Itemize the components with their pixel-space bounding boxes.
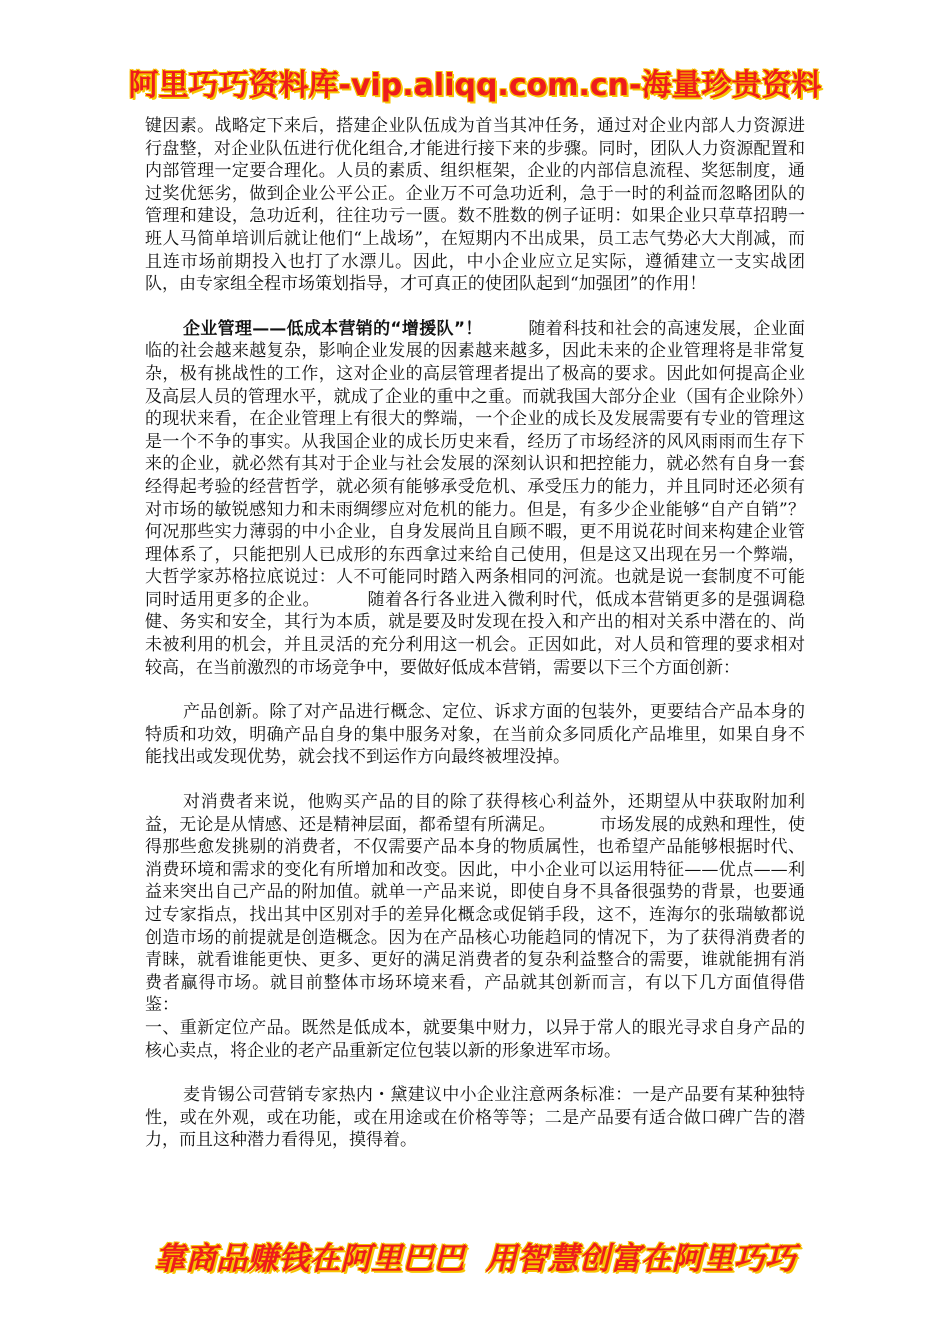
paragraph-team-building: 键因素。战略定下来后，搭建企业队伍成为首当其冲任务，通过对企业内部人力资源进行盘整，对企业队伍进行优化组合,才能进行接下来的步骤。同时，团队人力资源配置和内部管理一定要合理化。人员的素质、组织框架，企业的内部信息流程、奖惩制度，通过奖优惩劣，做到企业公平公正。企业万不可急功近利，急于一时的利益而忽略团队的管理和建设，急功近利，往往功亏一匮。数不胜数的例子证明：如果企业只草草招聘一班人马简单培训后就让他们“上战场”，在短期内不出成果，员工志气势必大大削减，而且连市场前期投入也打了水漂儿。因此，中小企业应立足实际，遵循建立一支实战团队，由专家组全程市场策划指导，才可真正的使团队起到“加强团”的作用！ bbox=[145, 116, 805, 295]
paragraph-management bbox=[145, 318, 805, 680]
paragraph-product-innovation: 产品创新。除了对产品进行概念、定位、诉求方面的包装外，更要结合产品本身的特质和功效，明确产品自身的集中服务对象，在当前众多同质化产品堆里，如果自身不能找出或发现优势，就会找不到运作方向最终被埋没掉。 bbox=[145, 702, 805, 768]
footer-banner: 靠商品赚钱在阿里巴巴 用智慧创富在阿里巧巧 bbox=[154, 1241, 796, 1277]
section-heading: 企业管理——低成本营销的“增援队”！ bbox=[183, 318, 483, 339]
document-body bbox=[145, 115, 805, 1152]
paragraph-management-body: 随着科技和社会的高速发展，企业面临的社会越来越复杂，影响企业发展的因素越来越多，因此未来的企业管理将是非常复杂，极有挑战性的工作，这对企业的高层管理者提出了极高的要求。因此如何提高企业及高层人员的管理水平，就成了企业的重中之重。而就我国大部分企业（国有企业除外）的现状来看，在企业管理上有很大的弊端，一个企业的成长及发展需要有专业的管理这是一个不争的事实。从我国企业的成长历史来看，经历了市场经济的风风雨雨而生存下来的企业，就必然有其对于企业与社会发展的深刻认识和把控能力，就必然有自身一套经得起考验的经营哲学，就必须有能够承受危机、承受压力的能力，并且同时还必须有对市场的敏锐感知力和未雨绸缪应对危机的能力。但是，有多少企业能够“自产自销”？何况那些实力薄弱的中小企业，自身发展尚且自顾不暇，更不用说花时间来构建企业管理体系了，只能把别人已成形的东西拿过来给自己使用，但是这又出现在另一个弊端，大哲学家苏格拉底说过：人不可能同时踏入两条相同的河流。也就是说一套制度不可能同时适用更多的企业。 随着各行各业进入微利时代，低成本营销更多的是强调稳健、务实和安全，其行为本质，就是要及时发现在投入和产出的相对关系中潜在的、尚未被利用的机会，并且灵活的充分利用这一机会。正因如此，对人员和管理的要求相对较高，在当前激烈的市场竞争中，要做好低成本营销，需要以下三个方面创新： bbox=[145, 318, 805, 678]
header-banner: 阿里巧巧资料库-vip.aliqq.com.cn-海量珍贵资料 bbox=[128, 68, 822, 103]
paragraph-repositioning: 一、重新定位产品。既然是低成本，就要集中财力，以异于常人的眼光寻求自身产品的核心卖点，将企业的老产品重新定位包装以新的形象进军市场。 bbox=[145, 1017, 805, 1061]
paragraph-mckinsey: 麦肯锡公司营销专家热内・黛建议中小企业注意两条标准：一是产品要有某种独特性，或在外观，或在功能，或在用途或在价格等等；二是产品要有适合做口碑广告的潜力，而且这种潜力看得见，摸得着。 bbox=[145, 1085, 805, 1151]
paragraph-consumer: 对消费者来说，他购买产品的目的除了获得核心利益外，还期望从中获取附加利益，无论是从情感、还是精神层面，都希望有所满足。 市场发展的成熟和理性，使得那些愈发挑剔的消费者，不仅需要产品本身的物质属性，也希望产品能够根据时代、消费环境和需求的变化有所增加和改变。因此，中小企业可以运用特征——优点——利益来突出自己产品的附加值。就单一产品来说，即使自身不具备很强势的背景，也要通过专家指点，找出其中区别对手的差异化概念或促销手段，这不，连海尔的张瑞敏都说创造市场的前提就是创造概念。因为在产品核心功能趋同的情况下，为了获得消费者的青睐，就看谁能更快、更多、更好的满足消费者的复杂利益整合的需要，谁就能拥有消费者赢得市场。就目前整体市场环境来看，产品就其创新而言，有以下几方面值得借鉴： bbox=[145, 792, 805, 1016]
